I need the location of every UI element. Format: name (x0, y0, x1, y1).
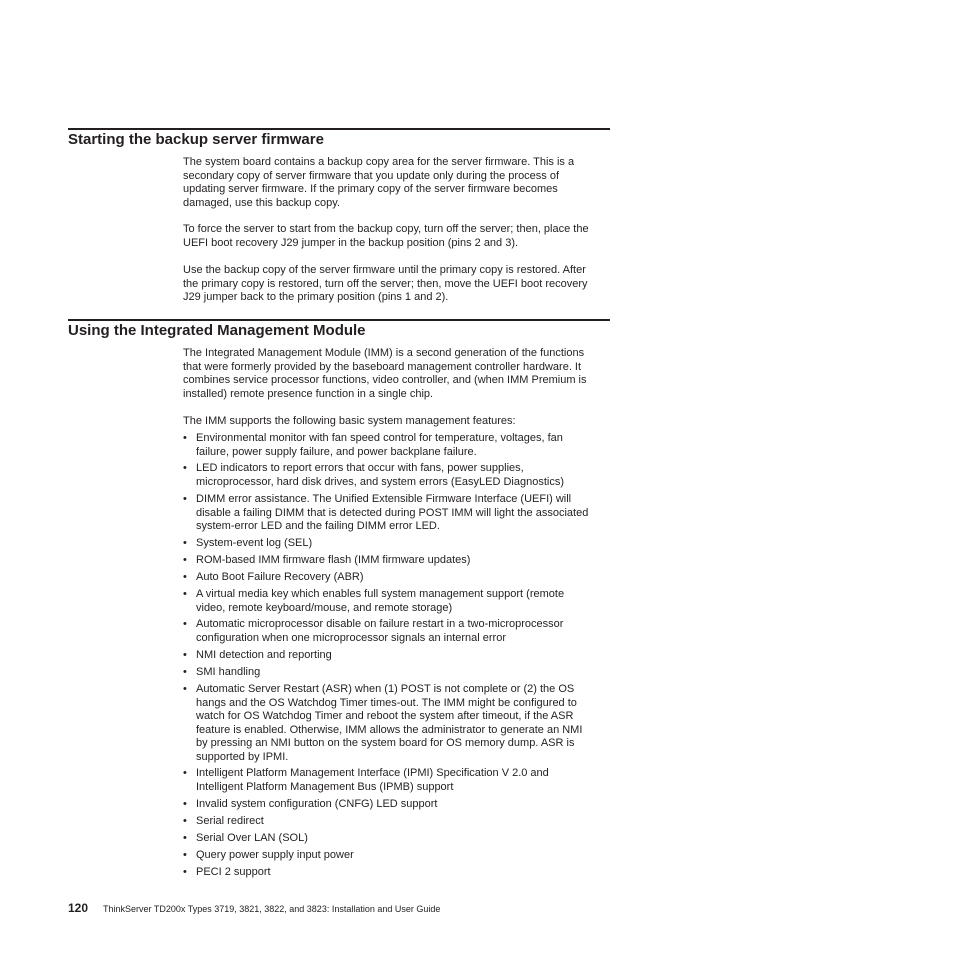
bullet-glyph: • (183, 588, 187, 600)
bullet-glyph: • (183, 849, 187, 861)
text-line: combines service processor functions, video controller, and (when IMM Premium is (183, 374, 587, 387)
paragraph (183, 415, 516, 429)
bullet-glyph: • (183, 666, 187, 678)
bullet-glyph: • (183, 798, 187, 810)
text-line: supported by IPMI. (196, 750, 289, 763)
paragraph (183, 156, 574, 210)
text-line: installed) remote presence function in a single chip. (183, 387, 434, 400)
text-line: PECI 2 support (196, 866, 271, 878)
paragraph (183, 223, 589, 250)
footer-title: ThinkServer TD200x Types 3719, 3821, 3822, and 3823: Installation and User Guide (103, 904, 441, 914)
text-line: updating server firmware. If the primary copy of the server firmware becomes (183, 183, 558, 196)
text-line: that were formerly provided by the baseboard management controller hardware. It (183, 360, 582, 373)
text-line: SMI handling (196, 666, 261, 678)
bullet-glyph: • (183, 649, 187, 661)
section-heading: Starting the backup server firmware (68, 131, 324, 148)
text-line: DIMM error assistance. The Unified Extensible Firmware Interface (UEFI) will (196, 493, 572, 505)
text-line: watch for OS Watchdog Timer and reboot the system after timeout, if the ASR (196, 710, 574, 723)
page-number: 120 (68, 901, 89, 915)
text-line: To force the server to start from the backup copy, turn off the server; then, place the (183, 223, 589, 235)
text-line: Automatic Server Restart (ASR) when (1) POST is not complete or (2) the OS (196, 683, 575, 695)
section-rule (68, 128, 610, 130)
text-line: Auto Boot Failure Recovery (ABR) (196, 571, 364, 583)
text-line: the primary copy is restored, turn off the server; then, move the UEFI boot recovery (183, 277, 588, 290)
text-line: secondary copy of server firmware that you update only during the process of (183, 169, 560, 182)
text-line: Intelligent Platform Management Interface (IPMI) Specification V 2.0 and (196, 767, 549, 779)
text-line: Automatic microprocessor disable on failure restart in a two-microprocessor (196, 618, 564, 630)
text-line: The Integrated Management Module (IMM) is a second generation of the functions (183, 347, 585, 359)
bullet-glyph: • (183, 554, 187, 566)
text-line: configuration when one microprocessor signals an internal error (196, 631, 506, 644)
bullet-glyph: • (183, 815, 187, 827)
text-line: Intelligent Platform Management Bus (IPMB) support (196, 780, 454, 793)
section-rule (68, 319, 610, 321)
bullet-glyph: • (183, 537, 187, 549)
paragraph (183, 347, 587, 401)
text-line: by pressing an NMI button on the system board for OS memory dump. ASR is (196, 737, 575, 750)
bullet-glyph: • (183, 866, 187, 878)
text-line: feature is enabled. Otherwise, IMM allows the administrator to generate an NMI (196, 723, 583, 736)
text-line: microprocessor, hard disk drives, and system errors (EasyLED Diagnostics) (196, 475, 565, 488)
bullet-glyph: • (183, 462, 187, 474)
text-line: A virtual media key which enables full system management support (remote (196, 588, 565, 600)
text-line: Invalid system configuration (CNFG) LED support (196, 798, 438, 810)
text-line: ROM-based IMM firmware flash (IMM firmware updates) (196, 554, 471, 566)
text-line: System-event log (SEL) (196, 537, 313, 549)
text-line: disable a failing DIMM that is detected during POST IMM will light the associated (196, 506, 589, 519)
text-line: The system board contains a backup copy area for the server firmware. This is a (183, 156, 575, 168)
text-line: J29 jumper back to the primary position (pins 1 and 2). (183, 291, 449, 304)
section-heading: Using the Integrated Management Module (68, 322, 366, 339)
bullet-glyph: • (183, 767, 187, 779)
bullet-glyph: • (183, 683, 187, 695)
text-line: failure, power supply failure, and power backplane failure. (196, 445, 477, 458)
bullet-glyph: • (183, 832, 187, 844)
text-line: UEFI boot recovery J29 jumper in the backup position (pins 2 and 3). (183, 236, 519, 249)
text-line: Query power supply input power (196, 849, 354, 861)
text-line: The IMM supports the following basic system management features: (183, 415, 516, 427)
text-line: NMI detection and reporting (196, 649, 332, 661)
text-line: system-error LED and the failing DIMM error LED. (196, 520, 440, 533)
text-line: hangs and the OS Watchdog Timer times-out. The IMM might be configured to (196, 696, 577, 709)
text-line: Serial Over LAN (SOL) (196, 832, 308, 844)
text-line: Environmental monitor with fan speed control for temperature, voltages, fan (196, 432, 563, 444)
paragraph (183, 264, 588, 305)
text-line: video, remote keyboard/mouse, and remote storage) (196, 601, 453, 614)
text-line: LED indicators to report errors that occur with fans, power supplies, (196, 462, 524, 474)
bullet-glyph: • (183, 571, 187, 583)
text-line: Serial redirect (196, 815, 264, 827)
bullet-glyph: • (183, 618, 187, 630)
text-line: Use the backup copy of the server firmware until the primary copy is restored. After (183, 264, 586, 276)
bullet-glyph: • (183, 493, 187, 505)
bullet-glyph: • (183, 432, 187, 444)
text-line: damaged, use this backup copy. (183, 196, 340, 209)
